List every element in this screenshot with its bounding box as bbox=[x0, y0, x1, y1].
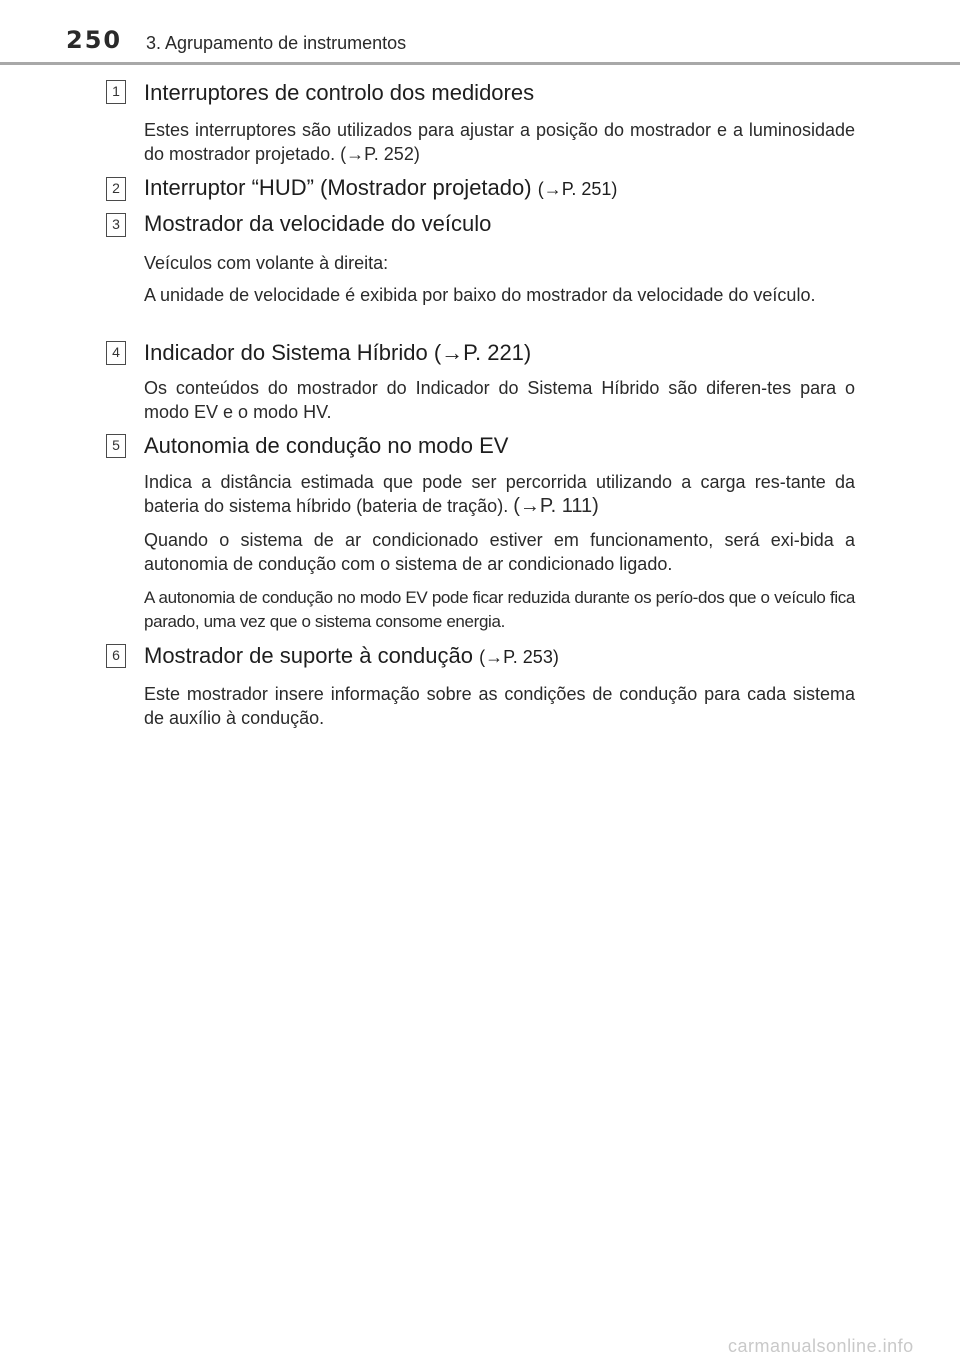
page-reference: (→P. 111) bbox=[513, 495, 599, 517]
page-reference: (→P. 253) bbox=[479, 647, 559, 667]
item-number-badge: 6 bbox=[106, 644, 126, 668]
watermark: carmanualsonline.info bbox=[728, 1336, 914, 1356]
item-paragraph: Veículos com volante à direita: bbox=[144, 253, 389, 273]
page-reference: (→P. 251) bbox=[537, 179, 618, 199]
item-number-badge: 2 bbox=[106, 177, 126, 201]
item-heading: Autonomia de condução no modo EV bbox=[144, 433, 509, 458]
item-heading-wrapper bbox=[144, 175, 617, 201]
paragraph-text: Indica a distância estimada que pode ser percorrida utilizando a carga res-tante da bateria do sistema híbrido (bateria de tração). bbox=[144, 472, 855, 516]
header-divider bbox=[0, 62, 960, 65]
item-paragraph: Os conteúdos do mostrador do Indicador do Sistema Híbrido são diferen-tes para o modo EV e o modo HV. bbox=[144, 378, 855, 422]
item-heading: Mostrador da velocidade do veículo bbox=[144, 211, 492, 236]
item-number-badge: 4 bbox=[106, 341, 126, 365]
item-number-badge: 1 bbox=[106, 80, 126, 104]
item-paragraph: A unidade de velocidade é exibida por baixo do mostrador da velocidade do veículo. bbox=[144, 285, 816, 305]
item-number-badge: 5 bbox=[106, 434, 126, 458]
item-number-badge: 3 bbox=[106, 213, 126, 237]
page-number: 250 bbox=[66, 26, 123, 54]
item-heading: Interruptor “HUD” (Mostrador projetado) bbox=[144, 175, 532, 200]
item-paragraph bbox=[144, 470, 855, 518]
section-title: 3. Agrupamento de instrumentos bbox=[146, 33, 407, 53]
item-heading: Interruptores de controlo dos medidores bbox=[144, 80, 535, 105]
item-heading-wrapper bbox=[144, 643, 559, 669]
item-paragraph: Estes interruptores são utilizados para ajustar a posição do mostrador e a luminosidade do mostrador projetado. (→P. 252) bbox=[144, 120, 855, 164]
item-heading: Mostrador de suporte à condução bbox=[144, 643, 473, 668]
item-paragraph: Este mostrador insere informação sobre as condições de condução para cada sistema de auxílio à condução. bbox=[144, 684, 855, 728]
page-header bbox=[0, 0, 960, 70]
item-heading: Indicador do Sistema Híbrido (→P. 221) bbox=[144, 340, 532, 365]
item-paragraph: Quando o sistema de ar condicionado estiver em funcionamento, será exi-bida a autonomia de condução com o sistema de ar condicionado ligado. bbox=[144, 530, 855, 574]
item-paragraph: A autonomia de condução no modo EV pode ficar reduzida durante os perío-dos que o veículo fica parado, uma vez que o sistema consome energia. bbox=[144, 588, 855, 631]
